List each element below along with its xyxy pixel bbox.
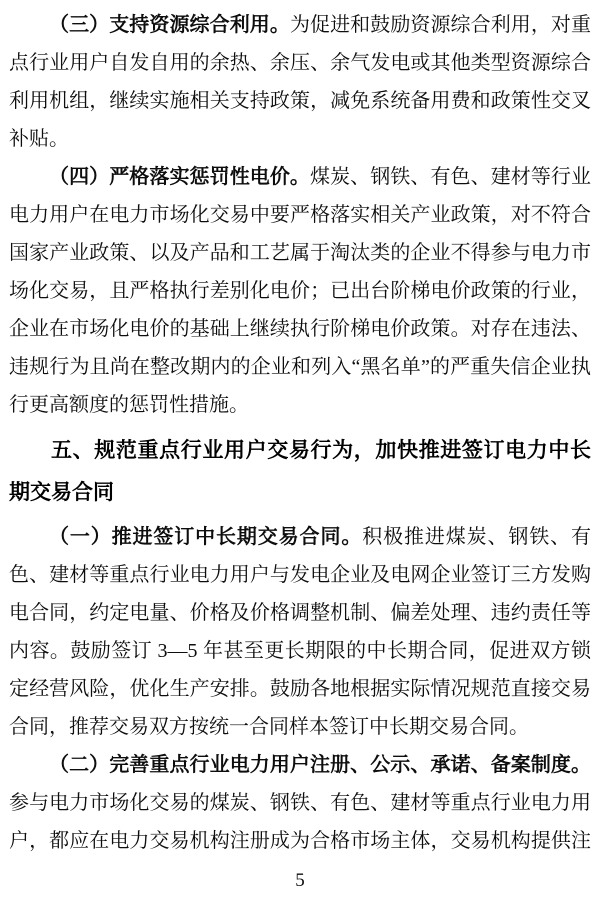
paragraph-registration-system — [9, 746, 591, 860]
paragraph-lead: （四）严格落实惩罚性电价。 — [49, 166, 310, 188]
paragraph-text: 参与电力市场化交易的煤炭、钢铁、有色、建材等重点行业电力用户，都应在电力交易机构注册成为合格市场主体，交易机构提供注 — [9, 792, 591, 852]
paragraph-text: 积极推进煤炭、钢铁、有色、建材等重点行业电力用户与发电企业及电网企业签订三方发购电合同，约定电量、价格及价格调整机制、偏差处理、违约责任等内容。鼓励签订 3—5 年甚至更长期限的中长期合同，促进双方锁定经营风险，优化生产安排。鼓励各地根据实际情况规范直接交易合同，推荐交易双方按统一合同样本签订中长期交易合同。 — [9, 526, 592, 738]
paragraph-punitive-electricity-price — [9, 158, 591, 424]
paragraph-lead: （二）完善重点行业电力用户注册、公示、承诺、备案制度。 — [49, 754, 591, 776]
section-heading-five: 五、规范重点行业用户交易行为，加快推进签订电力中长期交易合同 — [9, 439, 591, 504]
paragraph-medium-long-term-contracts — [9, 518, 591, 746]
page-number: 5 — [295, 870, 305, 891]
paragraph-text: 煤炭、钢铁、有色、建材等行业电力用户在电力市场化交易中要严格落实相关产业政策，对不符合国家产业政策、以及产品和工艺属于淘汰类的企业不得参与电力市场化交易，且严格执行差别化电价；已出台阶梯电价政策的行业，企业在市场化电价的基础上继续执行阶梯电价政策。对存在违法、违规行为且尚在整改期内的企业和列入“黑名单”的严重失信企业执行更高额度的惩罚性措施。 — [9, 166, 591, 416]
paragraph-support-resource-utilization — [9, 6, 591, 158]
paragraph-lead: （一）推进签订中长期交易合同。 — [49, 526, 363, 548]
paragraph-lead: （三）支持资源综合利用。 — [49, 14, 290, 36]
paragraph-text: 为促进和鼓励资源综合利用，对重点行业用户自发自用的余热、余压、余气发电或其他类型资源综合利用机组，继续实施相关支持政策，减免系统备用费和政策性交叉补贴。 — [9, 14, 592, 150]
